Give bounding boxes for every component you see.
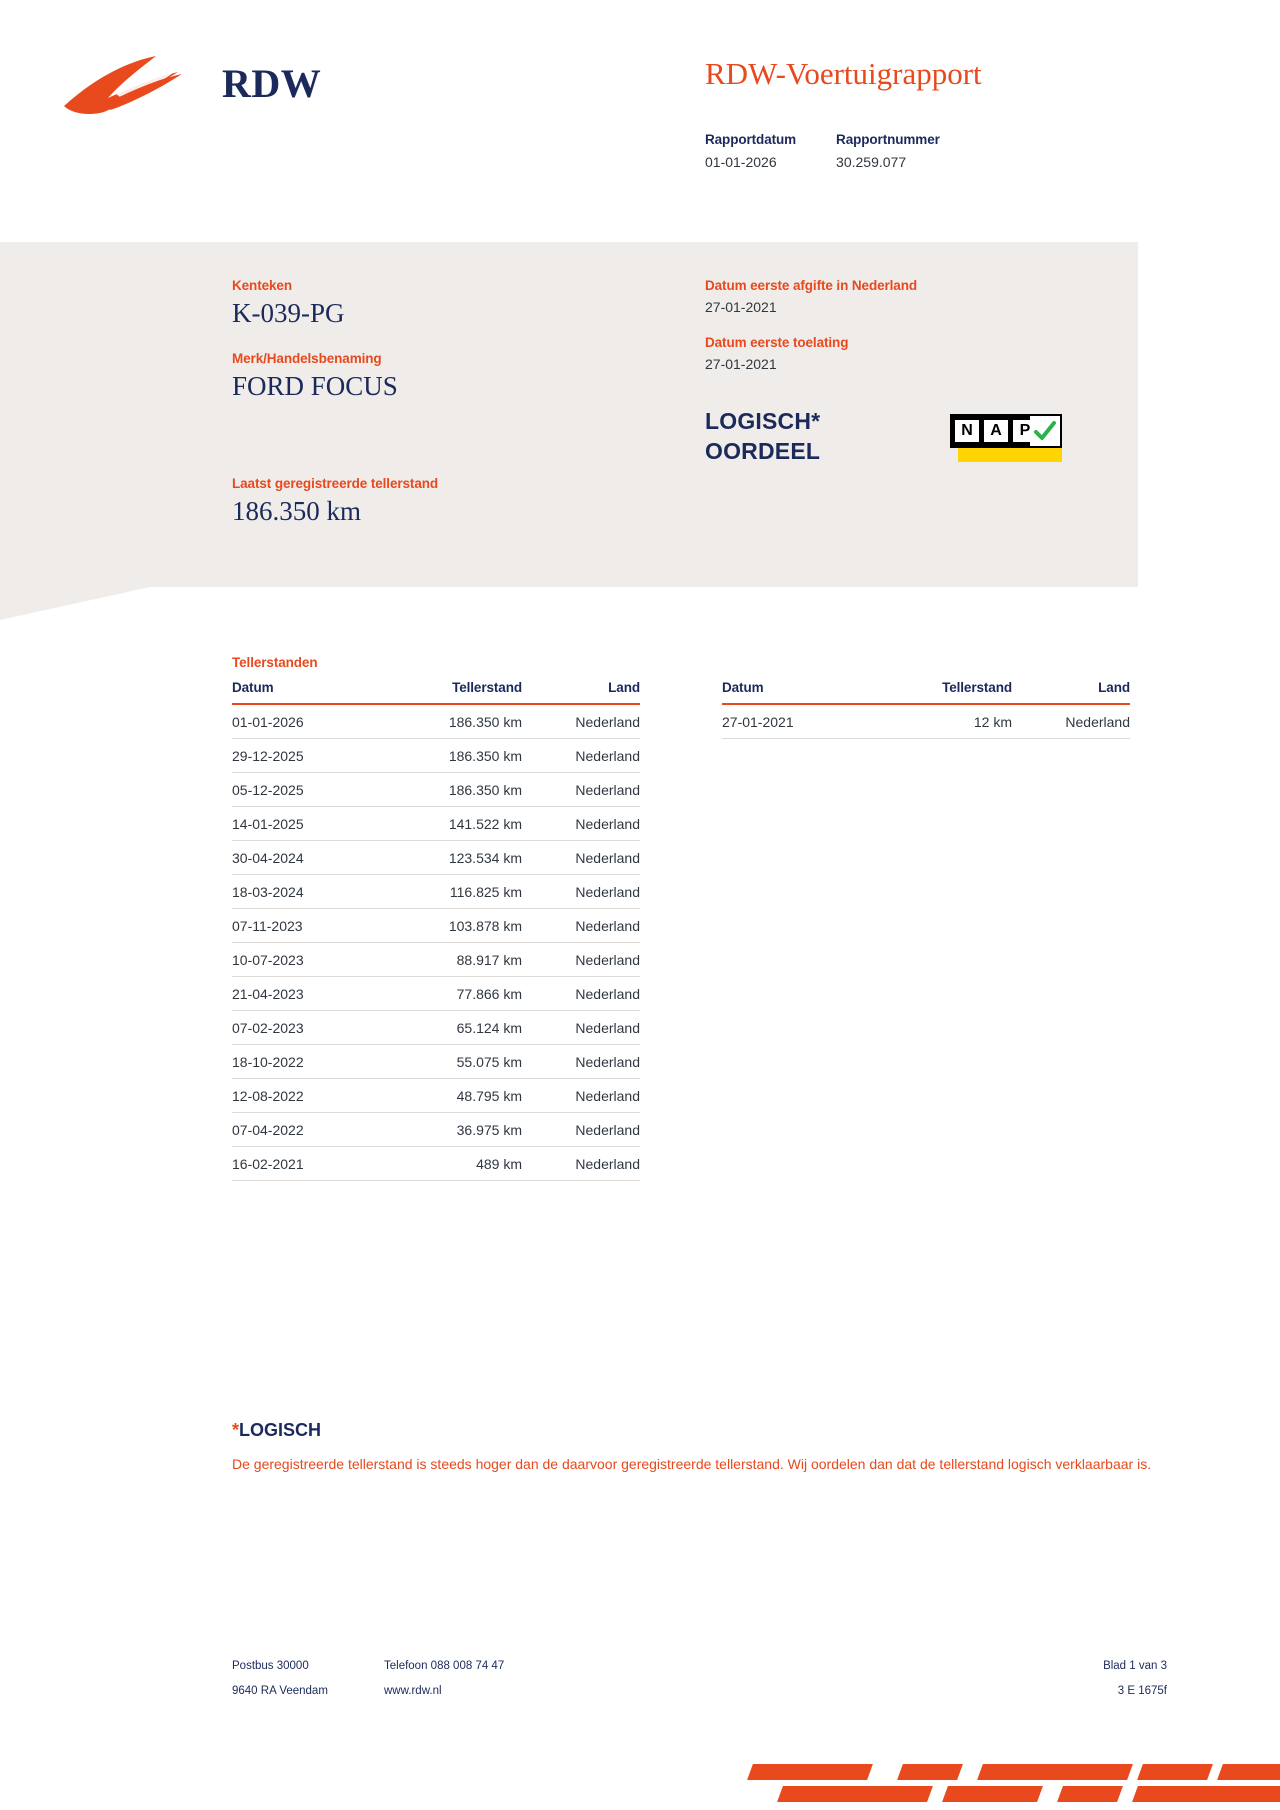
- oordeel-line-2: OORDEEL: [705, 437, 821, 464]
- cell-land: Nederland: [522, 704, 640, 739]
- eerste-toelating-value: 27-01-2021: [705, 356, 777, 372]
- cell-tellerstand: 65.124 km: [382, 1011, 522, 1045]
- footnote-title-text: LOGISCH: [239, 1420, 322, 1440]
- table-row: [232, 943, 640, 977]
- report-date-label: Rapportdatum: [705, 132, 797, 147]
- footer-stripes-graphic: [740, 1758, 1280, 1810]
- eerste-afgifte-label: Datum eerste afgifte in Nederland: [705, 278, 918, 293]
- footer-code: 3 E 1675f: [1117, 1685, 1167, 1697]
- cell-tellerstand: 141.522 km: [382, 807, 522, 841]
- cell-land: Nederland: [522, 909, 640, 943]
- footnote-star: *: [232, 1420, 240, 1440]
- merk-value: FORD FOCUS: [232, 371, 398, 401]
- kenteken-label: Kenteken: [232, 278, 292, 293]
- footer-row-2: [232, 1685, 1167, 1697]
- cell-tellerstand: 186.350 km: [382, 773, 522, 807]
- report-date-block: [705, 132, 796, 170]
- cell-tellerstand: 103.878 km: [382, 909, 522, 943]
- nap-badge-icon: [950, 414, 1062, 462]
- kenteken-value: K-039-PG: [232, 298, 345, 328]
- band-corner-notch: [0, 587, 150, 620]
- laatste-tellerstand-block: [232, 476, 438, 527]
- cell-land: Nederland: [522, 807, 640, 841]
- tellerstanden-table-left: [232, 680, 640, 1181]
- cell-tellerstand: 48.795 km: [382, 1079, 522, 1113]
- footer-row-1: [232, 1660, 1167, 1672]
- report-date-value: 01-01-2026: [705, 154, 777, 170]
- checkmark-icon: [1030, 416, 1060, 446]
- vehicle-left-column: [232, 278, 438, 549]
- cell-datum: 01-01-2026: [232, 704, 382, 739]
- cell-tellerstand: 12 km: [872, 704, 1012, 739]
- cell-datum: 16-02-2021: [232, 1147, 382, 1181]
- cell-datum: 07-04-2022: [232, 1113, 382, 1147]
- cell-tellerstand: 116.825 km: [382, 875, 522, 909]
- cell-datum: 18-10-2022: [232, 1045, 382, 1079]
- col-tellerstand: Tellerstand: [872, 680, 1012, 704]
- cell-land: Nederland: [1012, 704, 1130, 739]
- document-header: [0, 0, 1280, 232]
- rdw-logo: [60, 48, 321, 118]
- tellerstanden-table-left-wrap: [232, 680, 640, 1181]
- tellerstanden-table-right: [722, 680, 1130, 739]
- cell-land: Nederland: [522, 1079, 640, 1113]
- footnote-block: [232, 1420, 1167, 1476]
- table-row: [232, 1011, 640, 1045]
- table-row: [722, 704, 1130, 739]
- footer-website[interactable]: www.rdw.nl: [384, 1685, 442, 1697]
- table-row: [232, 1147, 640, 1181]
- cell-datum: 10-07-2023: [232, 943, 382, 977]
- cell-land: Nederland: [522, 1045, 640, 1079]
- oordeel-status: [705, 407, 820, 467]
- col-tellerstand: Tellerstand: [382, 680, 522, 704]
- report-title: RDW-Voertuigrapport: [705, 56, 982, 91]
- cell-land: Nederland: [522, 1147, 640, 1181]
- table-row: [232, 1045, 640, 1079]
- tellerstanden-title: Tellerstanden: [232, 655, 318, 670]
- cell-datum: 29-12-2025: [232, 739, 382, 773]
- eerste-toelating-label: Datum eerste toelating: [705, 335, 849, 350]
- table-header-row: [232, 680, 640, 704]
- cell-tellerstand: 77.866 km: [382, 977, 522, 1011]
- eerste-afgifte-value: 27-01-2021: [705, 299, 777, 315]
- table-row: [232, 1079, 640, 1113]
- nap-badge-bottom: [958, 448, 1062, 462]
- table-header-row: [722, 680, 1130, 704]
- cell-land: Nederland: [522, 943, 640, 977]
- report-number-label: Rapportnummer: [836, 132, 940, 147]
- kenteken-block: [232, 278, 438, 329]
- table-row: [232, 977, 640, 1011]
- oordeel-line-1: LOGISCH*: [705, 408, 821, 434]
- cell-datum: 07-11-2023: [232, 909, 382, 943]
- eerste-afgifte-block: [705, 278, 917, 315]
- tellerstanden-tables: [232, 680, 1172, 1181]
- cell-land: Nederland: [522, 773, 640, 807]
- cell-tellerstand: 88.917 km: [382, 943, 522, 977]
- nap-badge-top: [950, 414, 1062, 448]
- cell-land: Nederland: [522, 739, 640, 773]
- laatste-tellerstand-label: Laatst geregistreerde tellerstand: [232, 476, 439, 491]
- cell-tellerstand: 186.350 km: [382, 739, 522, 773]
- cell-tellerstand: 489 km: [382, 1147, 522, 1181]
- col-datum: Datum: [232, 680, 382, 704]
- cell-land: Nederland: [522, 841, 640, 875]
- footnote-body: De geregistreerde tellerstand is steeds hoger dan de daarvoor geregistreerde tellerstand. Wij oordelen dan dat de tellerstand logisch verklaarbaar is.: [232, 1456, 1152, 1472]
- cell-datum: 21-04-2023: [232, 977, 382, 1011]
- footer-plaats: 9640 RA Veendam: [232, 1685, 328, 1697]
- col-land: Land: [522, 680, 640, 704]
- nap-letter-a: A: [984, 420, 1008, 442]
- cell-datum: 07-02-2023: [232, 1011, 382, 1045]
- cell-tellerstand: 123.534 km: [382, 841, 522, 875]
- col-datum: Datum: [722, 680, 872, 704]
- eerste-toelating-block: [705, 335, 917, 372]
- merk-block: [232, 351, 438, 402]
- cell-datum: 18-03-2024: [232, 875, 382, 909]
- report-number-value: 30.259.077: [836, 154, 907, 170]
- table-row: [232, 875, 640, 909]
- cell-tellerstand: 186.350 km: [382, 704, 522, 739]
- table-row: [232, 773, 640, 807]
- vehicle-summary-band: [0, 242, 1138, 587]
- cell-datum: 27-01-2021: [722, 704, 872, 739]
- nap-letter-p: P: [1013, 420, 1037, 442]
- cell-datum: 30-04-2024: [232, 841, 382, 875]
- cell-datum: 12-08-2022: [232, 1079, 382, 1113]
- footer-telefoon: Telefoon 088 008 74 47: [384, 1660, 505, 1672]
- footnote-title: [232, 1420, 1167, 1441]
- cell-tellerstand: 36.975 km: [382, 1113, 522, 1147]
- merk-label: Merk/Handelsbenaming: [232, 351, 382, 366]
- cell-land: Nederland: [522, 1113, 640, 1147]
- table-row: [232, 807, 640, 841]
- col-land: Land: [1012, 680, 1130, 704]
- table-row: [232, 739, 640, 773]
- rdw-feather-icon: [60, 48, 200, 118]
- laatste-tellerstand-value: 186.350 km: [232, 496, 362, 526]
- cell-datum: 05-12-2025: [232, 773, 382, 807]
- cell-tellerstand: 55.075 km: [382, 1045, 522, 1079]
- document-footer: [232, 1660, 1167, 1710]
- table-row: [232, 704, 640, 739]
- footer-blad: Blad 1 van 3: [1103, 1660, 1167, 1672]
- logo-wordmark: RDW: [222, 60, 322, 106]
- report-number-block: [836, 132, 940, 170]
- table-row: [232, 1113, 640, 1147]
- report-meta: [705, 132, 940, 170]
- tellerstanden-section: [232, 655, 1172, 1181]
- cell-land: Nederland: [522, 875, 640, 909]
- cell-datum: 14-01-2025: [232, 807, 382, 841]
- tellerstanden-table-right-wrap: [722, 680, 1130, 1181]
- table-row: [232, 909, 640, 943]
- cell-land: Nederland: [522, 977, 640, 1011]
- vehicle-right-column: [705, 278, 917, 392]
- cell-land: Nederland: [522, 1011, 640, 1045]
- footer-postbus: Postbus 30000: [232, 1660, 309, 1672]
- table-row: [232, 841, 640, 875]
- nap-letter-n: N: [955, 420, 979, 442]
